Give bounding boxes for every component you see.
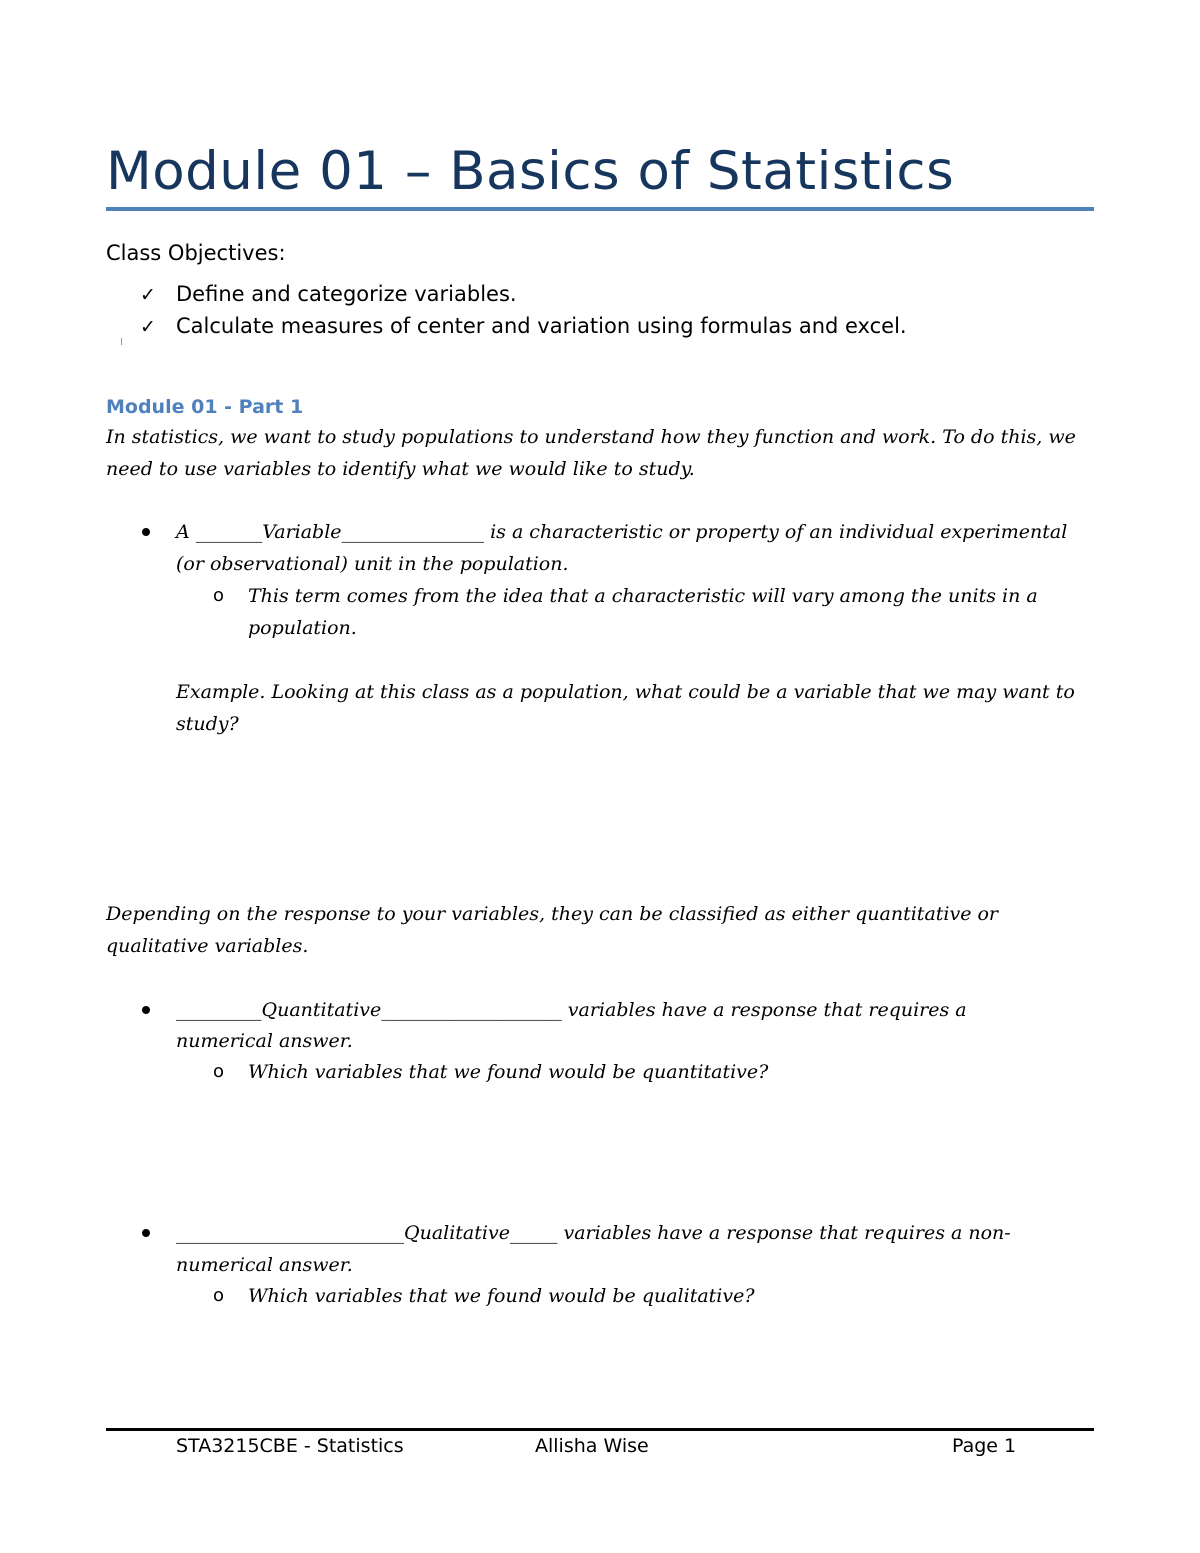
example-line: study? — [176, 713, 239, 735]
intro-line: need to use variables to identify what we would like to study. — [106, 458, 695, 480]
variable-definition-line: A _______Variable_______________ is a characteristic or property of an individual experimental — [176, 521, 1068, 543]
footer-rule — [106, 1428, 1094, 1431]
checkmark-icon: ✓ — [140, 316, 156, 338]
page-title: Module 01 – Basics of Statistics — [106, 141, 955, 202]
variable-sub-line: population. — [248, 617, 357, 639]
bullet-icon — [142, 528, 150, 536]
objective-text: Define and categorize variables. — [176, 282, 517, 306]
footer-author: Allisha Wise — [535, 1435, 649, 1457]
quantitative-question: Which variables that we found would be quantitative? — [248, 1061, 769, 1083]
title-underline — [106, 207, 1094, 211]
quantitative-line: numerical answer. — [176, 1030, 353, 1052]
variable-definition-line: (or observational) unit in the population. — [176, 553, 569, 575]
example-line: Example. Looking at this class as a population, what could be a variable that we may want to — [176, 681, 1075, 703]
qualitative-question: Which variables that we found would be qualitative? — [248, 1285, 755, 1307]
objective-item — [140, 280, 517, 309]
objective-item — [140, 312, 907, 341]
objective-text: Calculate measures of center and variation using formulas and excel. — [176, 314, 907, 338]
sub-bullet-icon: o — [213, 1285, 225, 1306]
variable-sub-line: This term comes from the idea that a characteristic will vary among the units in a — [248, 585, 1038, 607]
classify-line: qualitative variables. — [106, 935, 309, 957]
section-heading: Module 01 - Part 1 — [106, 396, 304, 418]
footer-page-number: Page 1 — [952, 1435, 1017, 1457]
qualitative-line: ________________________Qualitative_____ variables have a response that requires a non- — [176, 1222, 1011, 1244]
objectives-label: Class Objectives: — [106, 241, 286, 265]
checkmark-icon: ✓ — [140, 284, 156, 306]
footer-course: STA3215CBE - Statistics — [176, 1435, 404, 1457]
qualitative-line: numerical answer. — [176, 1254, 353, 1276]
quantitative-line: _________Quantitative___________________ variables have a response that requires a — [176, 999, 967, 1021]
bullet-icon — [142, 1229, 150, 1237]
classify-line: Depending on the response to your variables, they can be classified as either quantitative or — [106, 903, 999, 925]
sub-bullet-icon: o — [213, 1061, 225, 1082]
intro-line: In statistics, we want to study populations to understand how they function and work. To do this, we — [106, 426, 1076, 448]
paragraph-mark — [121, 338, 122, 345]
sub-bullet-icon: o — [213, 585, 225, 606]
bullet-icon — [142, 1006, 150, 1014]
